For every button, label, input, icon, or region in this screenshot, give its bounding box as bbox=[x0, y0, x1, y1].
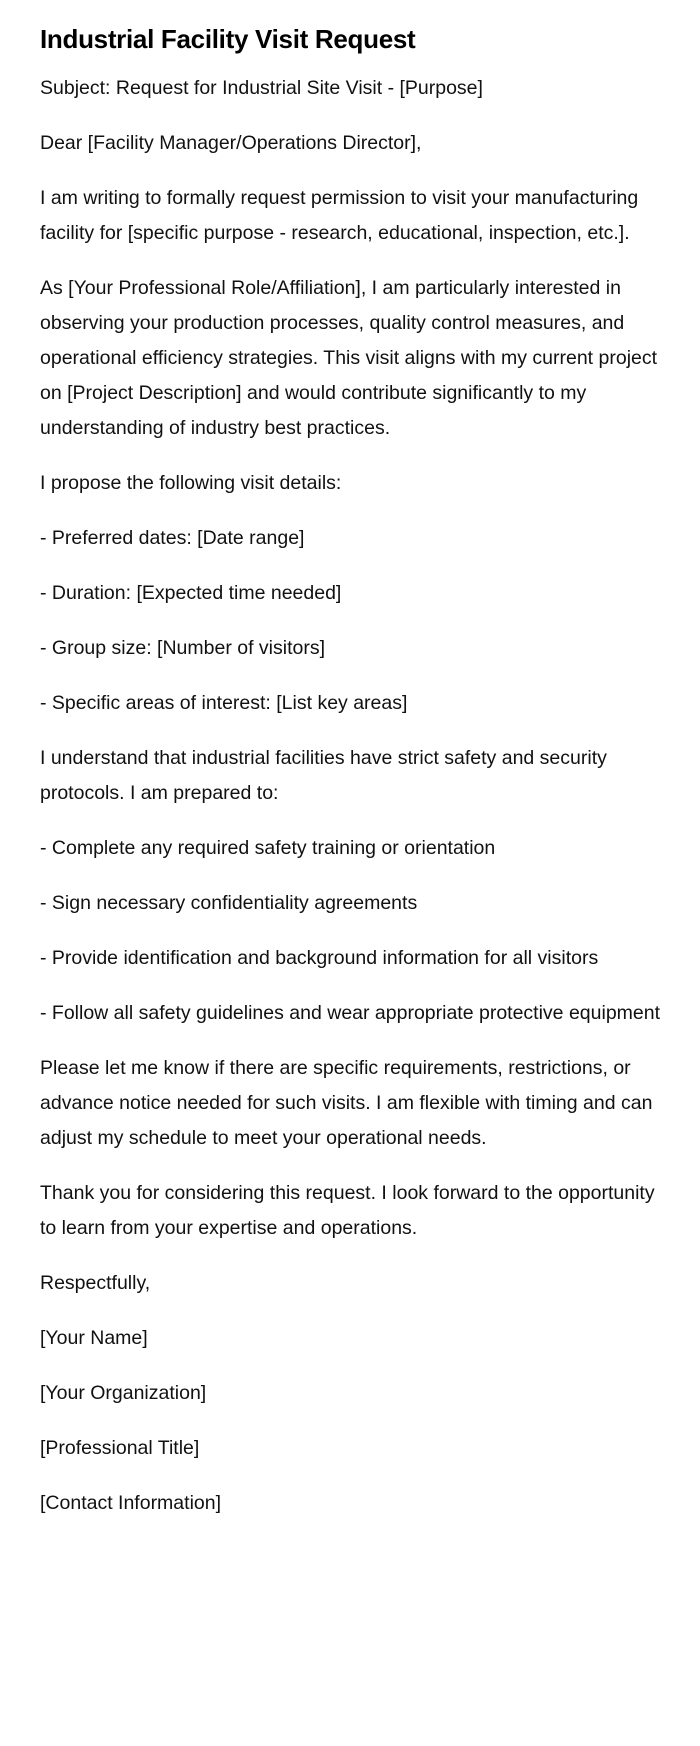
signature-title: [Professional Title] bbox=[40, 1437, 200, 1459]
interest-paragraph: As [Your Professional Role/Affiliation], I am particularly interested in observing your production processes, quality control measures, and operational efficiency strategies. This visit aligns with my current project on [Project Description] and would contribute significantly to my understanding of industry best practices. bbox=[40, 277, 658, 439]
subject-line: Subject: Request for Industrial Site Visit - [Purpose] bbox=[40, 77, 483, 99]
flexibility-paragraph: Please let me know if there are specific requirements, restrictions, or advance notice needed for such visits. I am flexible with timing and can adjust my schedule to meet your operational needs. bbox=[40, 1057, 653, 1149]
commitment-item-safety-guidelines: - Follow all safety guidelines and wear appropriate protective equipment bbox=[40, 1002, 661, 1024]
safety-intro: I understand that industrial facilities have strict safety and security protocols. I am prepared to: bbox=[40, 747, 607, 804]
signature-name: [Your Name] bbox=[40, 1327, 148, 1349]
signature-organization: [Your Organization] bbox=[40, 1382, 207, 1404]
document-title: Industrial Facility Visit Request bbox=[40, 24, 416, 54]
intro-paragraph: I am writing to formally request permission to visit your manufacturing facility for [specific purpose - research, educational, inspection, etc.]. bbox=[40, 187, 639, 244]
detail-item-areas: - Specific areas of interest: [List key areas] bbox=[40, 692, 408, 714]
details-intro: I propose the following visit details: bbox=[40, 472, 342, 494]
signature-contact: [Contact Information] bbox=[40, 1492, 222, 1514]
commitment-item-training: - Complete any required safety training or orientation bbox=[40, 837, 496, 859]
closing: Respectfully, bbox=[40, 1272, 151, 1294]
thanks-paragraph: Thank you for considering this request. I look forward to the opportunity to learn from your expertise and operations. bbox=[40, 1182, 655, 1239]
detail-item-group-size: - Group size: [Number of visitors] bbox=[40, 637, 325, 659]
commitment-item-identification: - Provide identification and background information for all visitors bbox=[40, 947, 599, 969]
commitment-item-confidentiality: - Sign necessary confidentiality agreements bbox=[40, 892, 418, 914]
detail-item-dates: - Preferred dates: [Date range] bbox=[40, 527, 305, 549]
detail-item-duration: - Duration: [Expected time needed] bbox=[40, 582, 342, 604]
salutation: Dear [Facility Manager/Operations Director], bbox=[40, 132, 422, 154]
